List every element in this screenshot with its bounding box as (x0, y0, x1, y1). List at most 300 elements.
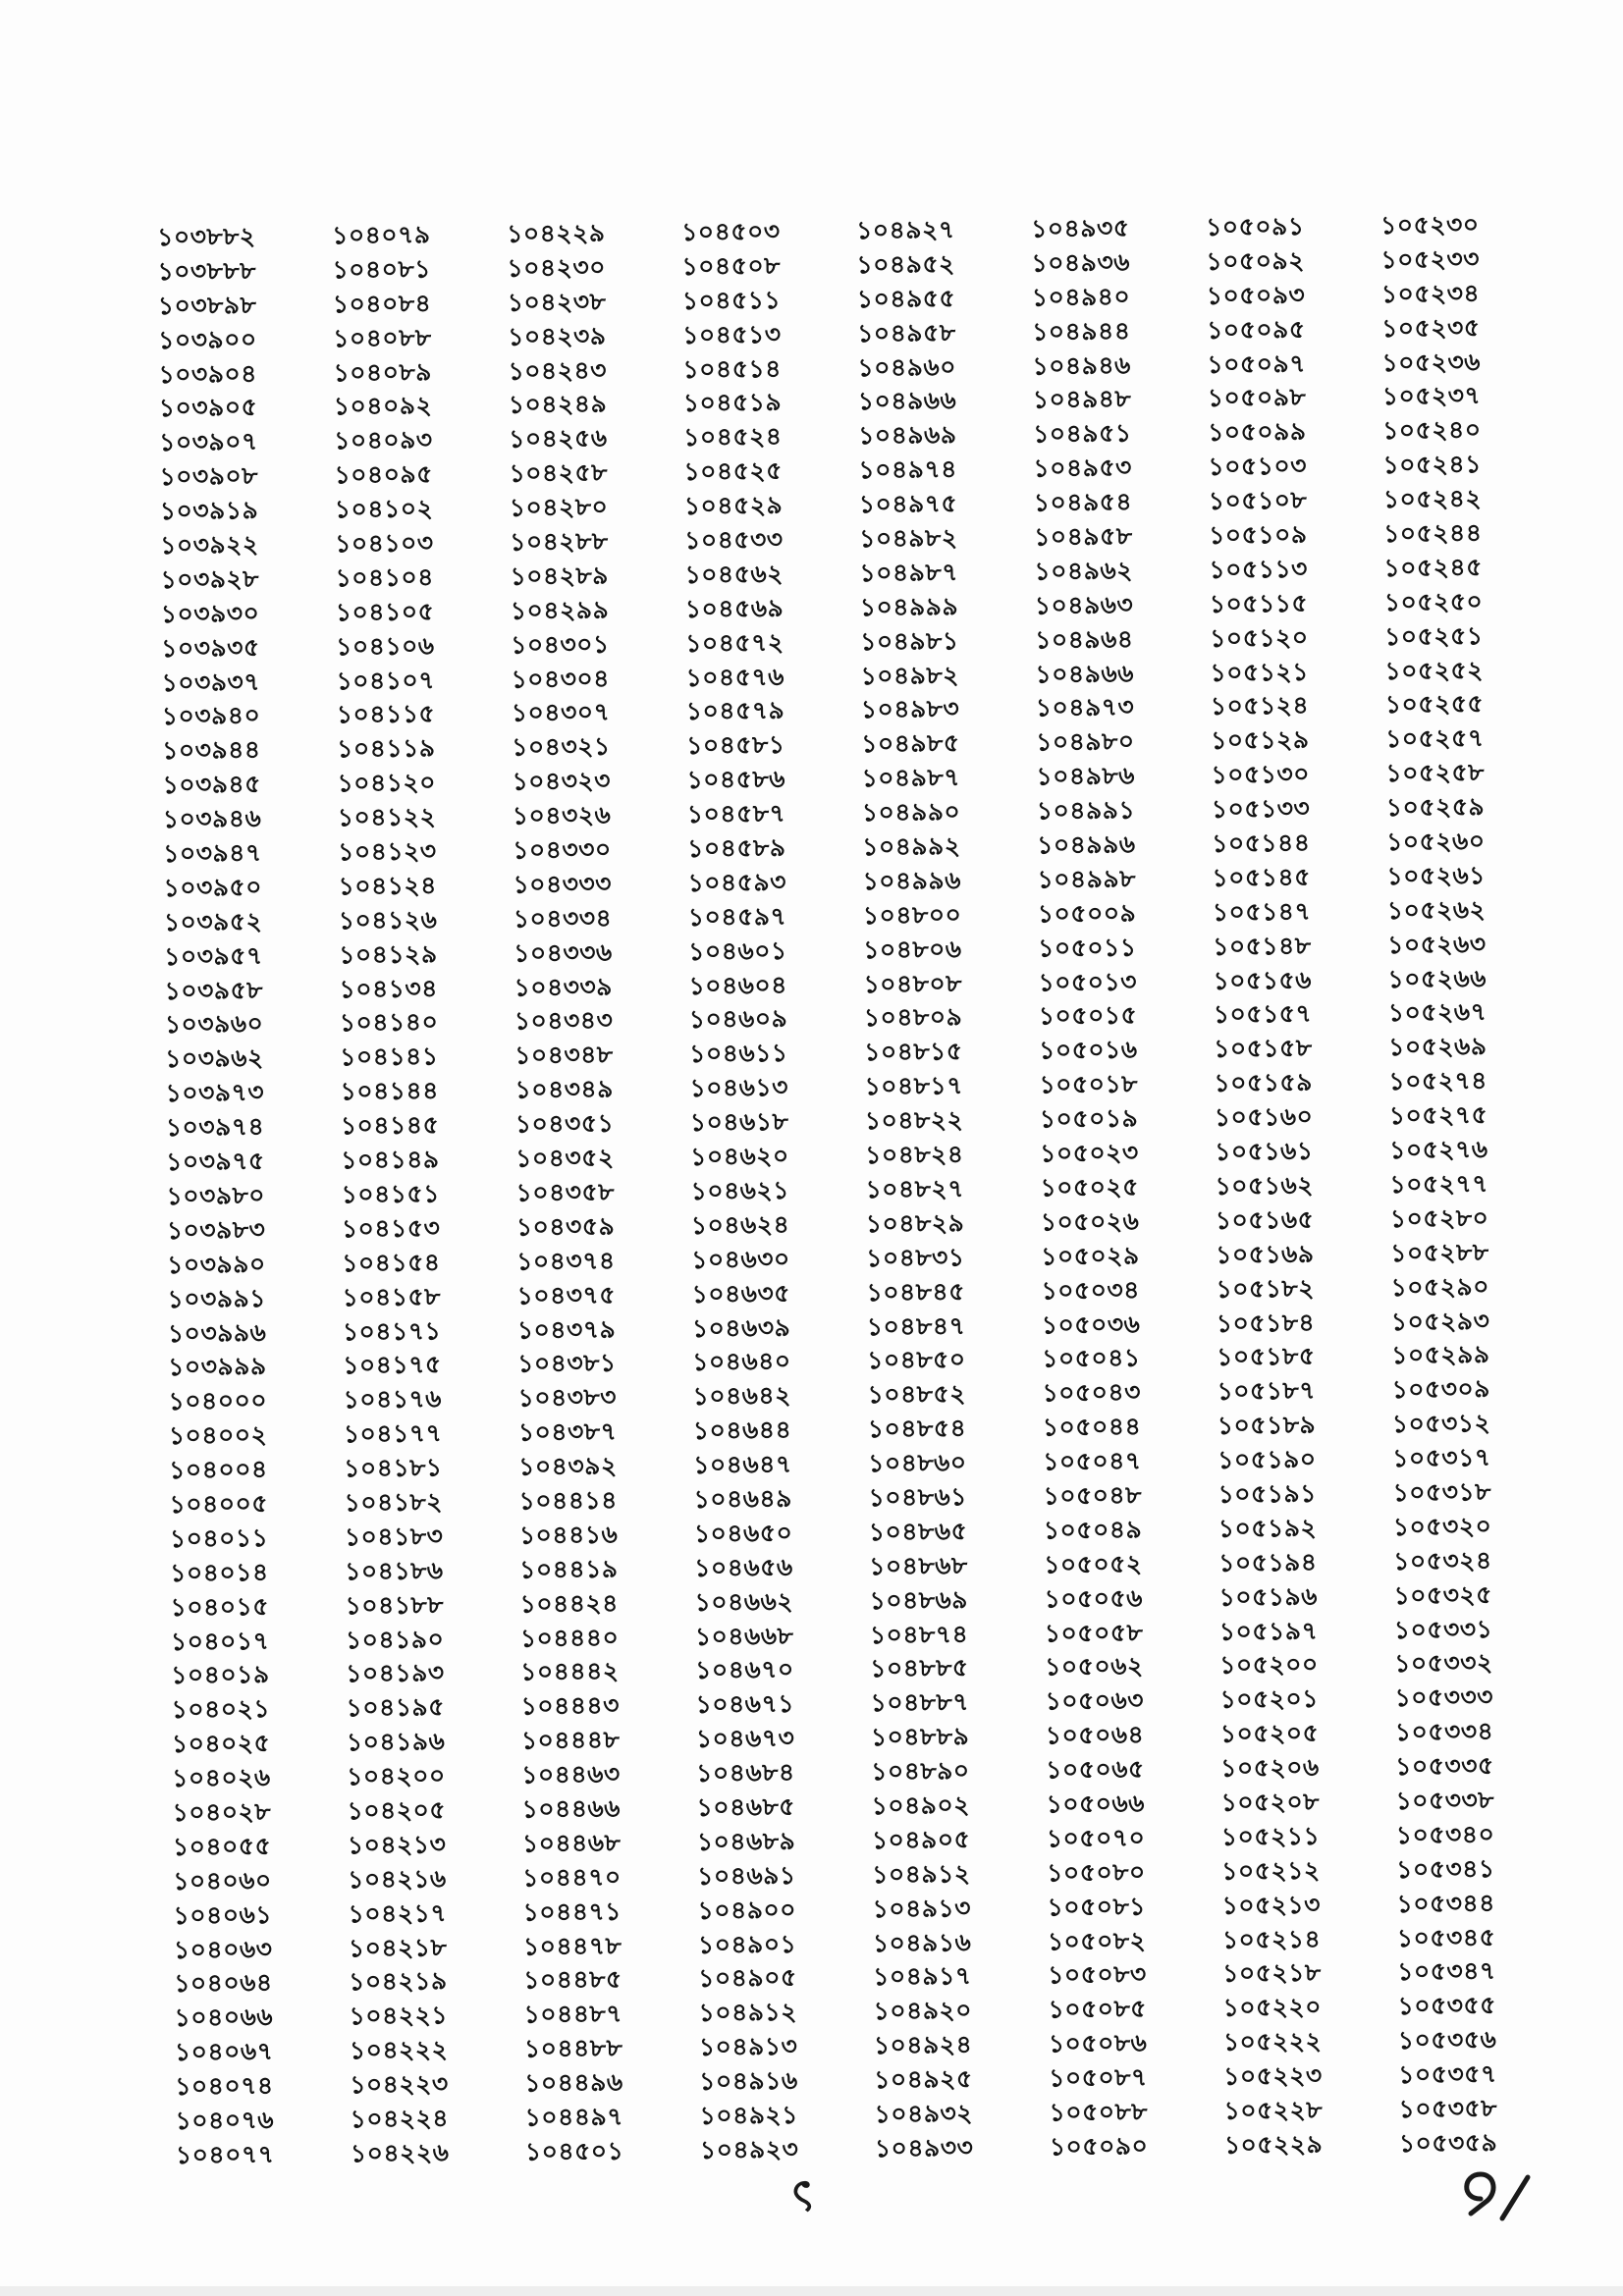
roll-number: ১০৪৬৩৯ (691, 1312, 791, 1343)
roll-number: ১০৫৩২৫ (1393, 1579, 1493, 1610)
roll-number: ১০৪৯৮২ (860, 660, 960, 690)
roll-number: ১০৪৯৫৩ (1033, 453, 1133, 483)
roll-number: ১০৫৩০৯ (1391, 1374, 1491, 1405)
roll-number: ১০৪২৮৯ (510, 561, 610, 591)
roll-number: ১০৪৬২০ (690, 1141, 789, 1171)
handwritten-signature-mark (1451, 2160, 1540, 2228)
roll-number: ১০৪৬৮৫ (696, 1791, 796, 1822)
roll-number: ১০৪৯৩৩ (874, 2132, 974, 2163)
roll-number: ১০৪৮৪৭ (866, 1310, 966, 1341)
roll-number: ১০৫২৮৮ (1390, 1237, 1489, 1267)
roll-number: ১০৫১৫৭ (1213, 999, 1313, 1030)
roll-number: ১০৫০৪৭ (1043, 1446, 1142, 1476)
roll-number: ১০৩৯৫৮ (164, 975, 264, 1005)
roll-number: ১০৫০৯৮ (1207, 383, 1307, 413)
roll-number: ১০৩৯৪৫ (162, 770, 262, 800)
roll-column-7 (1206, 209, 1391, 2163)
roll-number: ১০৫২২২ (1222, 2026, 1323, 2056)
roll-number: ১০৪৯৮১ (860, 625, 959, 656)
roll-number: ১০৪৯৪৬ (1032, 350, 1131, 381)
roll-number: ১০৪৯৮৬ (1036, 761, 1136, 791)
roll-number: ১০৪০৯৫ (334, 459, 434, 490)
roll-number: ১০৪৪৯৭ (524, 2102, 624, 2132)
roll-number: ১০৪৮২৭ (865, 1174, 965, 1204)
roll-number: ১০৪৪৭০ (522, 1862, 622, 1893)
roll-number: ১০৪৮২৯ (865, 1207, 965, 1238)
roll-number: ১০৩৯৪০ (161, 701, 261, 731)
roll-number: ১০৪০০৫ (169, 1488, 269, 1519)
roll-number: ১০৪৯৬৯ (857, 420, 957, 451)
roll-number: ১০৫৩৪৪ (1396, 1888, 1496, 1918)
roll-number: ১০৪৩৩৯ (514, 972, 614, 1002)
roll-number: ১০৪০৮৯ (333, 356, 433, 387)
roll-number: ১০৪৬৪৪ (692, 1415, 792, 1445)
roll-number: ১০৪৬৬২ (694, 1586, 794, 1617)
roll-number: ১০৪৬০৪ (688, 970, 788, 1000)
roll-number: ১০৩৯৭৫ (166, 1147, 265, 1177)
roll-number: ১০৩৯০০ (158, 324, 257, 354)
roll-number: ১০৪১৫৮ (342, 1281, 442, 1311)
roll-number: ১০৩৮৮২ (157, 222, 256, 251)
roll-number: ১০৫২৯৩ (1390, 1306, 1490, 1336)
roll-number: ১০৪২৪৩ (508, 355, 608, 386)
roll-number: ১০৪৮৮৫ (870, 1653, 969, 1683)
roll-number: ১০৫২৩৪ (1380, 278, 1481, 308)
roll-number: ১০৫২১৮ (1222, 1958, 1322, 1989)
roll-number: ১০৪৯২৭ (855, 215, 955, 245)
roll-number: ১০৫০১১ (1038, 933, 1137, 963)
roll-number: ১০৪৯৫৮ (1033, 521, 1133, 552)
roll-number: ১০৪০৬১ (173, 1899, 273, 1930)
roll-number: ১০৫১৮৫ (1217, 1342, 1316, 1372)
roll-column-6 (1031, 211, 1217, 2164)
roll-number: ১০৪৬৫০ (693, 1518, 793, 1548)
roll-number: ১০৩৯৯১ (167, 1283, 267, 1313)
roll-number: ১০৪৯১৭ (873, 1961, 972, 1992)
roll-number: ১০৩৯৯৬ (167, 1317, 267, 1348)
roll-number: ১০৩৯৪৭ (163, 838, 262, 869)
roll-number: ১০৪৮৫০ (867, 1345, 966, 1375)
roll-number: ১০৪০৮৮ (333, 322, 432, 352)
roll-number: ১০৫২০০ (1219, 1650, 1319, 1681)
roll-number: ১০৪৯১৩ (698, 2032, 798, 2061)
roll-number: ১০৩৯০৫ (158, 393, 258, 423)
roll-number: ১০৫২৬১ (1386, 860, 1487, 890)
roll-number: ১০৫০৮৭ (1049, 2062, 1148, 2093)
roll-number: ১০৪৮৬১ (868, 1482, 968, 1513)
roll-number: ১০৪১৮১ (344, 1453, 443, 1483)
roll-number: ১০৪১০৬ (336, 630, 435, 661)
roll-number: ১০৪৩৫৮ (515, 1177, 616, 1207)
roll-number: ১০৪৯৫৫ (856, 283, 956, 313)
roll-number: ১০৩৯৯৯ (168, 1352, 267, 1382)
roll-number: ১০৪৩৩৪ (513, 903, 613, 934)
roll-number: ১০৩৯৯০ (167, 1249, 266, 1279)
roll-number: ১০৫২৩৫ (1380, 312, 1481, 343)
roll-number: ১০৪২০৫ (347, 1795, 447, 1826)
roll-number: ১০৫০৮৫ (1048, 1994, 1148, 2024)
roll-number: ১০৫০৭০ (1046, 1823, 1146, 1853)
roll-number: ১০৪৯৫১ (1032, 418, 1132, 449)
roll-number: ১০৫১৮৯ (1217, 1410, 1317, 1440)
roll-number: ১০৫০৯২ (1206, 245, 1306, 276)
roll-number: ১০৪১১৫ (336, 699, 436, 729)
roll-number: ১০৪৯৯৬ (1037, 829, 1136, 860)
roll-number: ১০৩৯৭৩ (165, 1078, 265, 1108)
roll-number: ১০৪৬০১ (688, 935, 787, 966)
roll-number: ১০৪৪২৪ (519, 1588, 620, 1619)
roll-column-4 (681, 214, 867, 2167)
roll-number: ১০৪৮৬৮ (869, 1550, 968, 1580)
roll-number: ১০৩৯৪৬ (162, 804, 262, 834)
roll-number: ১০৪৯৮৫ (861, 728, 960, 759)
roll-number: ১০৪৯৫২ (856, 249, 956, 280)
roll-number: ১০৪১২৯ (339, 938, 438, 969)
roll-number: ১০৪৬২১ (690, 1175, 790, 1205)
roll-number: ১০৫২৫৯ (1385, 792, 1486, 823)
roll-number: ১০৪৬৭০ (695, 1655, 794, 1685)
roll-number: ১০৪৫৭২ (685, 627, 784, 658)
roll-number: ১০৩৯১৯ (159, 496, 259, 526)
roll-number: ১০৪৬১৩ (689, 1073, 789, 1103)
roll-number: ১০৪১৮৩ (344, 1522, 444, 1552)
roll-number: ১০৫০৬৩ (1045, 1685, 1145, 1716)
roll-number: ১০৫০৯৭ (1207, 348, 1307, 379)
roll-number: ১০৫২১২ (1221, 1855, 1321, 1886)
roll-number: ১০৫০১৯ (1039, 1103, 1139, 1134)
roll-number: ১০৪৩৮৩ (517, 1382, 618, 1413)
roll-number: ১০৫১৩০ (1211, 760, 1311, 789)
roll-number: ১০৫১২৪ (1210, 691, 1310, 721)
roll-number: ১০৪৬৬৮ (694, 1621, 794, 1651)
roll-number: ১০৪১৭৭ (343, 1418, 443, 1449)
roll-number: ১০৪১৪৪ (340, 1076, 440, 1106)
roll-column-3 (507, 216, 692, 2169)
roll-number: ১০৫২৩০ (1380, 210, 1480, 240)
roll-number: ১০৪৬৪২ (692, 1381, 792, 1412)
roll-number: ১০৪৯০০ (697, 1895, 797, 1925)
roll-column-5 (856, 213, 1042, 2166)
roll-number: ১০৪২২৪ (350, 2104, 450, 2134)
roll-number: ১০৪১৩৪ (339, 973, 439, 1003)
roll-number: ১০৩৯০৪ (158, 358, 258, 389)
roll-number: ১০৫১২১ (1210, 657, 1310, 687)
roll-number: ১০৪৪১৬ (518, 1520, 619, 1550)
roll-number: ১০৫০৮৩ (1048, 1959, 1147, 1990)
roll-number: ১০৪৯২০ (873, 1996, 973, 2026)
roll-number: ১০৪৩২১ (512, 731, 611, 762)
roll-number: ১০৪১৭৫ (343, 1350, 442, 1380)
roll-number: ১০৫২৯৯ (1391, 1340, 1490, 1370)
page-number-mark: ১ (788, 2171, 817, 2221)
roll-number: ১০৩৮৯৮ (157, 290, 257, 320)
roll-number: ১০৫০১৬ (1039, 1035, 1138, 1065)
roll-number: ১০৫০৬৪ (1045, 1720, 1145, 1750)
roll-number: ১০৪১৫৩ (341, 1213, 441, 1244)
roll-number: ১০৪৪৮৫ (523, 1964, 622, 1995)
roll-number: ১০৫১৩৩ (1211, 793, 1311, 824)
roll-number: ১০৪৪৪০ (519, 1623, 620, 1653)
roll-number: ১০৪১০৭ (336, 665, 436, 695)
roll-number: ১০৪০৫৫ (172, 1831, 272, 1861)
roll-number: ১০৪৯৬৬ (857, 386, 957, 416)
roll-number: ১০৫১৪৪ (1211, 828, 1311, 858)
roll-number: ১০৪৯৩৬ (1031, 247, 1131, 278)
roll-number: ১০৫০৮৬ (1048, 2028, 1148, 2058)
roll-number: ১০৫৩৩৪ (1394, 1717, 1494, 1747)
roll-number: ১০৪০৯৩ (334, 425, 433, 455)
roll-number: ১০৩৯৩০ (160, 598, 260, 628)
roll-number: ১০৫১৫৬ (1213, 965, 1313, 995)
roll-number: ১০৩৯৩৭ (161, 667, 261, 697)
roll-number: ১০৫০১৮ (1039, 1069, 1139, 1099)
roll-number: ১০৪৩৪৯ (514, 1074, 615, 1104)
roll-number: ১০৫২৪১ (1382, 450, 1482, 480)
roll-number: ১০৫২৭৬ (1389, 1135, 1488, 1165)
roll-number: ১০৪৩০১ (511, 629, 610, 660)
roll-number: ১০৫১৫৮ (1214, 1034, 1313, 1064)
roll-number: ১০৫৩৪০ (1395, 1819, 1495, 1849)
roll-number: ১০৫২৫৫ (1384, 689, 1485, 720)
roll-number: ১০৫১৯৪ (1218, 1547, 1318, 1577)
roll-number: ১০৪৮৬০ (868, 1448, 967, 1478)
roll-number: ১০৫১৬৯ (1216, 1239, 1315, 1269)
roll-number: ১০৫০৩৪ (1041, 1275, 1141, 1306)
roll-number: ১০৫০৪১ (1042, 1343, 1141, 1373)
roll-number: ১০৪৯৬২ (1034, 556, 1134, 586)
roll-number: ১০৪৯৪৮ (1032, 384, 1132, 414)
roll-number: ১০৪৪৭১ (522, 1896, 622, 1927)
roll-number: ১০৪৯০২ (871, 1790, 971, 1821)
roll-number: ১০৫০৪৪ (1042, 1412, 1142, 1442)
roll-number: ১০৪৫২৫ (683, 456, 784, 487)
roll-number: ১০৪৩৭৯ (516, 1314, 617, 1345)
roll-number: ১০৪৮১৭ (864, 1071, 964, 1101)
roll-number: ১০৪০৬৭ (174, 2037, 274, 2067)
roll-number: ১০৪২২২ (349, 2035, 449, 2065)
roll-number: ১০৪৮৮৯ (870, 1722, 970, 1752)
roll-number: ১০৪৯৩৫ (1030, 213, 1130, 243)
roll-number: ১০৫৩৩৫ (1395, 1751, 1494, 1782)
roll-number: ১০৫০৪৩ (1042, 1377, 1142, 1408)
roll-number: ১০৫০২৫ (1040, 1172, 1140, 1202)
roll-number: ১০৪৯৭৩ (1035, 692, 1135, 722)
roll-number: ১০৪৯৪০ (1031, 282, 1131, 312)
roll-number: ১০৫২১৩ (1221, 1890, 1322, 1920)
roll-number: ১০৫০৯০ (1049, 2131, 1149, 2162)
roll-number: ১০৫২৬৩ (1386, 929, 1487, 959)
roll-number: ১০৪১০৫ (335, 597, 435, 627)
roll-number: ১০৫২৮০ (1389, 1202, 1489, 1233)
roll-number: ১০৪৯৮০ (1036, 726, 1135, 757)
roll-number: ১০৪২৪৯ (508, 390, 608, 420)
roll-number: ১০৪৯৩২ (874, 2099, 974, 2129)
roll-number: ১০৫২২০ (1222, 1993, 1323, 2022)
roll-number: ১০৪৫১৯ (682, 388, 783, 418)
roll-number: ১০৫৩১৮ (1392, 1476, 1492, 1507)
roll-number: ১০৫২১৪ (1221, 1924, 1322, 1954)
roll-number: ১০৫৩৫৫ (1397, 1991, 1497, 2021)
roll-number: ১০৪১০২ (334, 494, 434, 524)
roll-number: ১০৫১০৯ (1208, 519, 1308, 550)
roll-number: ১০৪০৮১ (332, 254, 432, 285)
roll-number: ১০৫৩৩১ (1393, 1614, 1493, 1644)
roll-number: ১০৪১৮৬ (345, 1555, 444, 1585)
roll-number: ১০৫১৪৭ (1212, 896, 1312, 927)
roll-number: ১০৪৬০৯ (688, 1004, 788, 1035)
roll-number: ১০৩৯৬২ (165, 1043, 264, 1074)
roll-number: ১০৪৮৫৪ (867, 1414, 967, 1444)
roll-number: ১০৩৯৫২ (163, 906, 263, 936)
roll-number: ১০৫২৬২ (1386, 894, 1487, 925)
roll-number: ১০৪১৪১ (340, 1041, 439, 1072)
roll-number: ১০৫১৬০ (1214, 1101, 1314, 1132)
roll-number: ১০৫৩১২ (1391, 1409, 1491, 1439)
roll-column-8 (1380, 207, 1566, 2161)
roll-number: ১০৩৮৮৮ (157, 255, 257, 286)
roll-number: ১০৫২২৮ (1223, 2095, 1324, 2125)
roll-number: ১০৩৯০৭ (159, 427, 258, 457)
roll-number: ১০৪০১১ (169, 1522, 269, 1553)
roll-number: ১০৪৯৯৮ (1037, 864, 1136, 894)
roll-number: ১০৫০৮১ (1047, 1892, 1147, 1922)
roll-number: ১০৪৮২৪ (865, 1140, 964, 1170)
roll-number: ১০৫১৮২ (1216, 1273, 1316, 1304)
roll-number: ১০৪৩৩৬ (514, 937, 613, 968)
roll-number: ১০৪৩৫১ (514, 1108, 615, 1139)
roll-number: ১০৫৩১৭ (1392, 1443, 1491, 1473)
roll-number: ১০৫০৩৬ (1041, 1308, 1141, 1339)
roll-number: ১০৪৩৭৪ (516, 1246, 616, 1276)
roll-number: ১০৪১৫৪ (342, 1247, 441, 1277)
roll-number: ১০৫২৬০ (1385, 827, 1486, 857)
roll-number: ১০৪৮০৮ (863, 968, 963, 998)
roll-number: ১০৪১২০ (337, 768, 437, 798)
roll-number: ১০৪০১৯ (171, 1660, 270, 1690)
roll-number: ১০৪৫০৮ (681, 250, 782, 281)
roll-number: ১০৪৫৬২ (684, 559, 784, 589)
roll-number: ১০৪৯০১ (697, 1929, 797, 1959)
roll-number: ১০৪৯২১ (699, 2100, 799, 2130)
roll-number: ১০৫৩৪১ (1396, 1853, 1495, 1884)
roll-number: ১০৫০২৯ (1041, 1241, 1140, 1271)
roll-number: ১০৪৯৬৬ (1035, 659, 1135, 689)
roll-number: ১০৪১১৯ (337, 733, 436, 764)
roll-number: ১০৫২৩৬ (1381, 347, 1482, 377)
roll-number: ১০৪৮৫২ (867, 1379, 967, 1410)
roll-number: ১০৪৩৮১ (517, 1348, 617, 1378)
roll-number: ১০৫১৮৭ (1217, 1376, 1317, 1406)
roll-number: ১০৪৬৪০ (692, 1347, 791, 1377)
roll-number: ১০৪৪৪২ (520, 1656, 620, 1686)
roll-number: ১০৪৫২৯ (683, 491, 784, 520)
roll-number: ১০৪১৭৬ (343, 1384, 443, 1415)
roll-number: ১০৪৫৮৭ (686, 799, 786, 828)
roll-number: ১০৪৯৫৪ (1033, 487, 1133, 517)
roll-number: ১০৫৩৫৭ (1398, 2059, 1497, 2090)
roll-number: ১০৪২৩৮ (507, 287, 607, 317)
roll-number: ১০৩৯৪৪ (162, 735, 261, 766)
roll-number: ১০৪৬২৪ (690, 1209, 790, 1240)
roll-number: ১০৪৬৩৫ (691, 1278, 791, 1308)
roll-number: ১০৪২৮৮ (510, 526, 609, 557)
roll-number: ১০৩৯৬০ (164, 1009, 264, 1040)
roll-number: ১০৪৫৯৩ (687, 867, 787, 897)
roll-number: ১০৪২১৯ (349, 1966, 448, 1997)
scan-bottom-edge (0, 2286, 1623, 2296)
roll-number: ১০৪২২৩ (350, 2069, 449, 2100)
roll-number: ১০৫২৪০ (1381, 415, 1482, 446)
roll-number: ১০৪৫১৩ (681, 319, 782, 349)
roll-number: ১০৪৫২৪ (683, 422, 783, 453)
roll-number: ১০৪৯৯০ (861, 797, 961, 828)
roll-number: ১০৪০৬৬ (174, 2002, 274, 2033)
roll-number: ১০৪৪৪৮ (520, 1725, 621, 1755)
roll-number: ১০৪৩২৬ (512, 800, 612, 830)
roll-number: ১০৫০০৯ (1037, 898, 1137, 929)
roll-number: ১০৫০৬৬ (1046, 1789, 1146, 1819)
roll-number: ১০৪১০৪ (335, 562, 435, 593)
roll-number: ১০৪১২৬ (338, 905, 438, 935)
roll-number: ১০৪২১৬ (348, 1864, 447, 1894)
roll-number: ১০৫২৯০ (1390, 1271, 1490, 1302)
roll-column-2 (332, 218, 517, 2171)
roll-number-table (157, 208, 1511, 2169)
roll-number: ১০৫১০৮ (1208, 485, 1308, 515)
roll-number: ১০৪১২৪ (338, 871, 438, 901)
roll-number: ১০৪২৯৯ (510, 595, 610, 625)
roll-number: ১০৪৮০৬ (863, 934, 962, 964)
roll-number: ১০৪১৮২ (344, 1487, 444, 1518)
roll-number: ১০৫১৯২ (1217, 1513, 1318, 1543)
roll-number: ১০৪০৬০ (173, 1865, 272, 1896)
roll-number: ১০৪৩০৪ (511, 664, 611, 694)
roll-number: ১০৫০১৩ (1038, 967, 1138, 997)
roll-number: ১০৪৯৯১ (1036, 795, 1136, 826)
roll-number: ১০৪৯২৪ (873, 2030, 973, 2060)
roll-number: ১০৪০৭৯ (332, 220, 431, 250)
roll-number: ১০৫২৫১ (1383, 620, 1484, 651)
roll-number: ১০৪৫৭৬ (685, 662, 785, 692)
roll-number: ১০৫০৯১ (1205, 211, 1305, 241)
roll-number: ১০৪৬৭৩ (695, 1724, 795, 1753)
roll-number: ১০৪৫০৩ (680, 216, 781, 246)
roll-number: ১০৪০২৫ (171, 1729, 271, 1759)
roll-number: ১০৫২০৬ (1220, 1752, 1320, 1783)
roll-number: ১০৪৮০০ (862, 899, 962, 930)
roll-number: ১০৩৯৭৪ (165, 1112, 265, 1143)
roll-number: ১০৪১৯৫ (346, 1692, 446, 1723)
roll-number: ১০৫৩৩২ (1394, 1648, 1493, 1679)
roll-number: ১০৫২৪৪ (1382, 518, 1483, 549)
roll-number: ১০৪৯৬৩ (1034, 590, 1134, 620)
roll-number: ১০৫২৬৯ (1387, 1032, 1488, 1062)
roll-number: ১০৪১৫১ (341, 1179, 441, 1209)
roll-number: ১০৩৯৫৭ (164, 940, 263, 971)
roll-number: ১০৪৮৪৫ (866, 1276, 966, 1307)
roll-number: ১০৪৮৮৭ (870, 1687, 970, 1718)
roll-number: ১০৪০১৫ (170, 1591, 270, 1622)
roll-number: ১০৫০২৬ (1040, 1206, 1140, 1237)
roll-number: ১০৪৮৬৫ (868, 1516, 968, 1546)
roll-number: ১০৪৮৭৪ (869, 1619, 969, 1649)
roll-number: ১০৪৯৬০ (857, 351, 957, 382)
roll-number: ১০৫০৮০ (1047, 1857, 1146, 1888)
roll-number: ১০৫০৯৯ (1207, 417, 1307, 448)
roll-number: ১০৫১২০ (1209, 622, 1309, 653)
roll-number: ১০৪২২৬ (350, 2138, 450, 2168)
roll-number: ১০৪০৯২ (333, 391, 433, 421)
